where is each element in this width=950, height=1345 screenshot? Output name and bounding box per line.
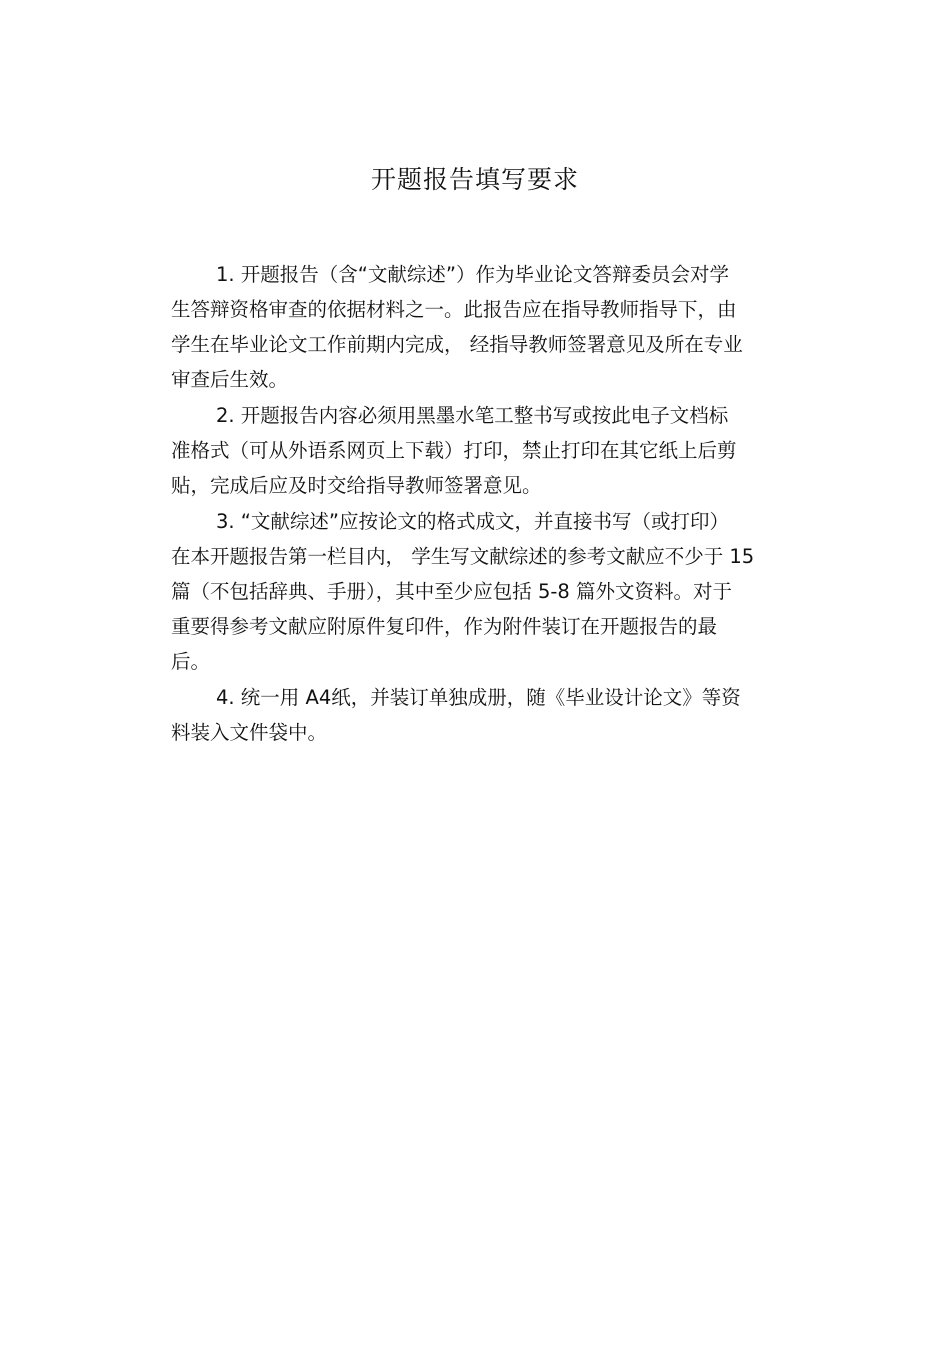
item-1-line-4: 审查后生效。 xyxy=(171,368,289,391)
item-4-line-2: 料装入文件袋中。 xyxy=(171,721,328,744)
document-title: 开题报告填写要求 xyxy=(370,165,579,194)
item-3-line-2: 在本开题报告第一栏目内， 学生写文献综述的参考文献应不少于 15 xyxy=(171,545,755,568)
item-1-line-1: 1. 开题报告（含“文献综述”）作为毕业论文答辩委员会对学 xyxy=(216,263,730,286)
item-2-line-2: 准格式（可从外语系网页上下载）打印，禁止打印在其它纸上后剪 xyxy=(171,439,737,462)
item-1-line-2: 生答辩资格审查的依据材料之一。此报告应在指导教师指导下，由 xyxy=(171,298,737,321)
item-3-line-1: 3. “文献综述”应按论文的格式成文，并直接书写（或打印） xyxy=(216,510,730,533)
item-2-line-3: 贴，完成后应及时交给指导教师签署意见。 xyxy=(171,474,542,497)
item-3-line-4: 重要得参考文献应附原件复印件，作为附件装订在开题报告的最 xyxy=(171,615,718,638)
item-4-line-1: 4. 统一用 A4纸，并装订单独成册，随《毕业设计论文》等资 xyxy=(216,686,741,709)
item-2-line-1: 2. 开题报告内容必须用黑墨水笔工整书写或按此电子文档标 xyxy=(216,404,729,427)
item-1-line-3: 学生在毕业论文工作前期内完成， 经指导教师签署意见及所在专业 xyxy=(171,333,743,356)
item-3-line-5: 后。 xyxy=(171,650,211,673)
item-3-line-3: 篇（不包括辞典、手册），其中至少应包括 5-8 篇外文资料。对于 xyxy=(171,580,732,603)
